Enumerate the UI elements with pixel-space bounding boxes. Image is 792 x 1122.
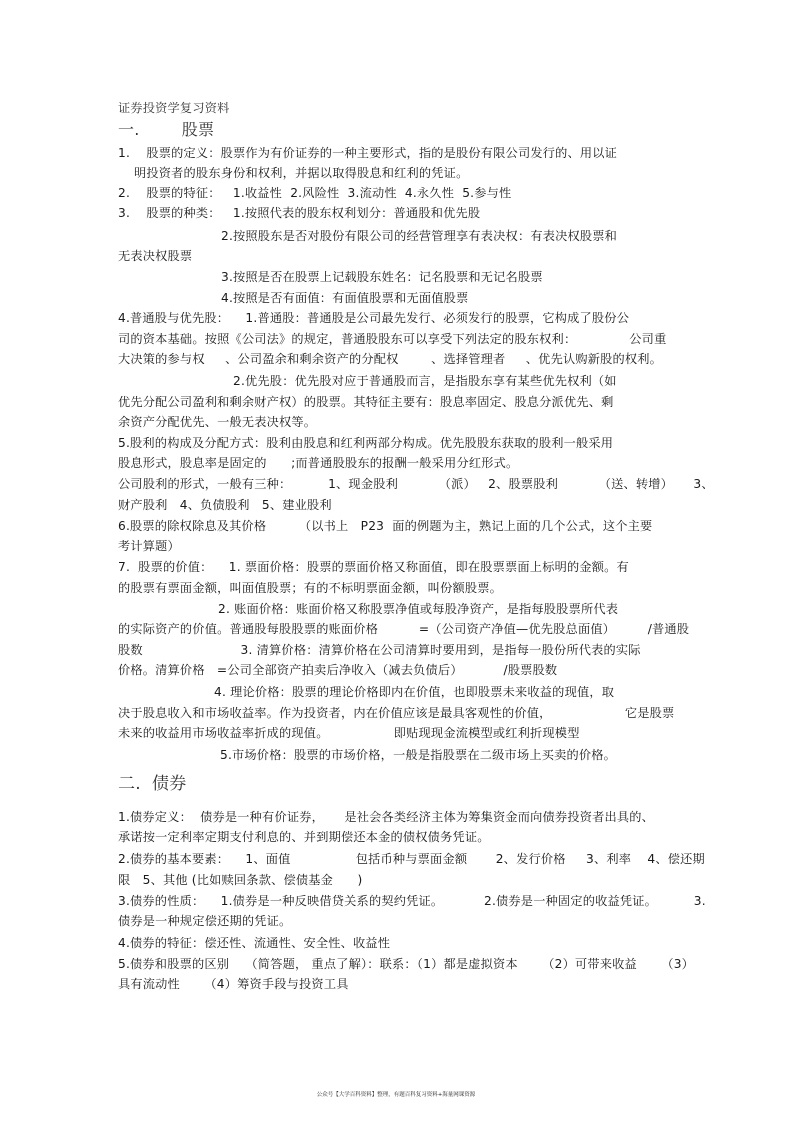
footer-note: 公众号【大学百科资料】整理，有题百科复习资料+海量网课资源 [316,1092,476,1098]
stocks-text-line: 2. 股票的特征： 1.收益性 2.风险性 3.流动性 4.永久性 5.参与性 [118,186,512,200]
stocks-text-line: 价格。清算价格 =公司全部资产拍卖后净收入（减去负债后） /股票股数 [118,663,558,677]
stocks-text-line: 3.按照是否在股票上记载股东姓名：记名股票和无记名股票 [221,270,543,284]
stocks-text-line: 的股票有票面金额，叫面值股票；有的不标明票面金额，叫份额股票。 [118,581,503,595]
stocks-text-line: 优先分配公司盈利和剩余财产权）的股票。其特征主要有：股息率固定、股息分派优先、剩 [118,395,614,409]
stocks-text-line: 6.股票的除权除息及其价格 （以书上 P23 面的例题为主，熟记上面的几个公式，这个主要 [118,519,653,533]
section-heading-bonds: 二. 债券 [118,774,187,794]
stocks-text-line: 司的资本基础。按照《公司法》的规定，普通股股东可以享受下列法定的股东权利： 公司重 [118,332,667,346]
stocks-text-line: 2.按照股东是否对股份有限公司的经营管理享有表决权：有表决权股票和 [221,229,618,243]
stocks-text-line: 考计算题） [118,539,180,553]
stocks-text-line: 3. 股票的种类： 1.按照代表的股东权利划分：普通股和优先股 [118,206,481,220]
stocks-text-line: 无表决权股票 [118,249,193,263]
bonds-text-line: 1.债券定义： 债券是一种有价证券， 是社会各类经济主体为筹集资金而向债券投资者出具的、 [118,810,655,824]
stocks-text-line: 大决策的参与权 、公司盈余和剩余资产的分配权 、选择管理者 、优先认购新股的权利。 [118,352,663,366]
stocks-text-line: 4.普通股与优先股： 1.普通股：普通股是公司最先发行、必须发行的股票，它构成了股份公 [118,311,630,325]
stocks-text-line: 股息形式，股息率是固定的 ;而普通股股东的报酬一般采用分红形式。 [118,456,519,470]
bonds-text-line: 2.债券的基本要素： 1、面值 包括币种与票面金额 2、发行价格 3、利率 4、偿还期 [118,852,705,866]
stocks-text-line: 7. 股票的价值： 1. 票面价格：股票的票面价格又称面值，即在股票票面上标明的金额。有 [118,560,629,574]
stocks-text-line: 2.优先股：优先股对应于普通股而言，是指股东享有某些优先权利（如 [233,374,617,388]
stocks-text-line: 股数 3. 清算价格：清算价格在公司清算时要用到，是指每一股份所代表的实际 [118,643,641,657]
stocks-text-line: 决于股息收入和市场收益率。作为投资者，内在价值应该是最具客观性的价值， 它是股票 [118,706,675,720]
section-heading-stocks: 一. 股票 [118,120,215,139]
bonds-text-line: 限 5、其他 (比如赎回条款、偿债基金 ) [118,873,363,887]
stocks-text-line: 公司股利的形式，一般有三种： 1、现金股利 （派） 2、股票股利 （送、转增） 3、 [118,477,714,491]
bonds-text-line: 4.债券的特征：偿还性、流通性、安全性、收益性 [118,936,391,950]
stocks-text-line: 4. 理论价格：股票的理论价格即内在价值，也即股票未来收益的现值，取 [214,685,615,699]
stocks-text-line: 的实际资产的价值。普通股每股股票的账面价格 =（公司资产净值—优先股总面值） /普通股 [118,622,690,636]
stocks-text-line: 1. 股票的定义：股票作为有价证券的一种主要形式，指的是股份有限公司发行的、用以证 [118,146,618,160]
stocks-text-line: 明投资者的股东身份和权利，并据以取得股息和红利的凭证。 [134,166,469,180]
stocks-text-line: 4.按照是否有面值：有面值股票和无面值股票 [221,291,469,305]
stocks-text-line: 财产股利 4、负债股利 5、建业股利 [118,498,332,512]
stocks-text-line: 5.市场价格：股票的市场价格，一般是指股票在二级市场上买卖的价格。 [220,748,617,762]
bonds-text-line: 承诺按一定利率定期支付利息的、并到期偿还本金的债权债务凭证。 [118,830,490,844]
bonds-text-line: 具有流动性 （4）筹资手段与投资工具 [118,977,349,991]
document-title: 证券投资学复习资料 [118,101,230,115]
stocks-text-line: 未来的收益用市场收益率折成的现值。 即贴现现金流模型或红利折现模型 [118,726,580,740]
stocks-text-line: 余资产分配优先、一般无表决权等。 [118,415,317,429]
stocks-text-line: 5.股利的构成及分配方式：股利由股息和红利两部分构成。优先股股东获取的股利一般采用 [118,436,614,450]
stocks-text-line: 2. 账面价格：账面价格又称股票净值或每股净资产，是指每股股票所代表 [218,602,619,616]
bonds-text-line: 3.债券的性质： 1.债券是一种反映借贷关系的契约凭证。 2.债券是一种固定的收益凭证。 3. [118,894,706,908]
bonds-text-line: 债券是一种规定偿还期的凭证。 [118,914,292,928]
bonds-text-line: 5.债券和股票的区别 （简答题， 重点了解）：联系：（1）都是虚拟资本 （2）可带来收益 （3） [118,957,695,971]
